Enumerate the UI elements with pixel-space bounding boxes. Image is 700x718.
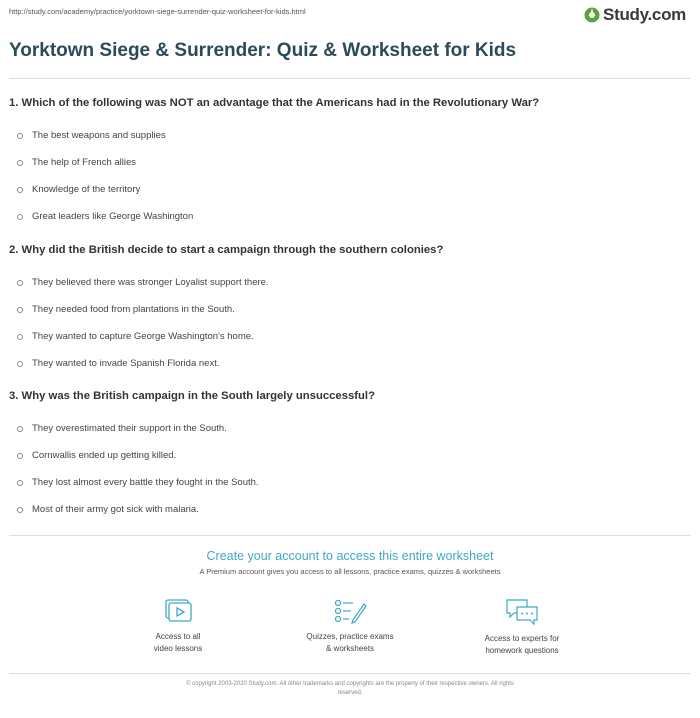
answer-option[interactable] [17, 442, 691, 469]
checklist-icon [333, 598, 367, 624]
radio-icon[interactable] [17, 307, 23, 313]
feature-video-lessons [123, 598, 233, 657]
study-logo[interactable] [584, 5, 686, 25]
radio-icon[interactable] [17, 214, 23, 220]
radio-icon[interactable] [17, 507, 23, 513]
answer-option[interactable] [17, 296, 691, 323]
question-2 [9, 244, 691, 377]
option-label: They needed food from plantations in the South. [32, 304, 235, 315]
answer-option[interactable] [17, 122, 691, 149]
page-title: Yorktown Siege & Surrender: Quiz & Worksheet for Kids [9, 40, 517, 61]
option-label: They believed there was stronger Loyalist support there. [32, 277, 269, 288]
feature-line: & worksheets [325, 644, 375, 653]
question-text: 3. Why was the British campaign in the South largely unsuccessful? [9, 390, 375, 402]
answer-option[interactable] [17, 203, 691, 230]
option-label: Most of their army got sick with malaria. [32, 504, 199, 515]
answer-option[interactable] [17, 149, 691, 176]
answer-option[interactable] [17, 323, 691, 350]
radio-icon[interactable] [17, 361, 23, 367]
answer-option[interactable] [17, 496, 691, 523]
radio-icon[interactable] [17, 187, 23, 193]
question-text: 2. Why did the British decide to start a campaign through the southern colonies? [9, 244, 444, 256]
footer-divider [9, 673, 691, 674]
option-label: They overestimated their support in the South. [32, 423, 227, 434]
feature-line: video lessons [153, 644, 203, 653]
option-label: They wanted to invade Spanish Florida next. [32, 358, 220, 369]
radio-icon[interactable] [17, 133, 23, 139]
radio-icon[interactable] [17, 453, 23, 459]
feature-quizzes [295, 598, 405, 657]
option-label: Knowledge of the territory [32, 184, 141, 195]
title-divider [9, 78, 691, 79]
cta-subtitle: A Premium account gives you access to all lessons, practice exams, quizzes & worksheets [199, 567, 501, 576]
chat-icon [505, 598, 539, 626]
feature-list [0, 598, 700, 657]
answer-option[interactable] [17, 469, 691, 496]
radio-icon[interactable] [17, 334, 23, 340]
feature-line: homework questions [485, 646, 559, 655]
feature-line: Quizzes, practice exams [306, 632, 394, 641]
footer-copyright: © copyright 2003-2020 Study.com. All other trademarks and copyrights are the property of their respective owners. All rights [186, 681, 514, 687]
radio-icon[interactable] [17, 426, 23, 432]
footer-copyright-cont: reserved. [337, 690, 363, 696]
option-label: They lost almost every battle they fought in the South. [32, 477, 259, 488]
option-label: Great leaders like George Washington [32, 211, 194, 222]
question-1 [9, 97, 691, 230]
radio-icon[interactable] [17, 280, 23, 286]
answer-option[interactable] [17, 269, 691, 296]
feature-line: Access to all [155, 632, 201, 641]
page-url: http://study.com/academy/practice/yorktown-siege-surrender-quiz-worksheet-for-kids.html [9, 7, 306, 16]
feature-experts [467, 598, 577, 657]
question-3 [9, 390, 691, 523]
video-icon [163, 598, 193, 624]
option-label: The best weapons and supplies [32, 130, 166, 141]
signup-cta [0, 549, 700, 576]
radio-icon[interactable] [17, 480, 23, 486]
footer [0, 680, 700, 698]
option-label: Cornwallis ended up getting killed. [32, 450, 177, 461]
option-label: They wanted to capture George Washington's home. [32, 331, 254, 342]
feature-line: Access to experts for [484, 634, 560, 643]
content-divider [9, 535, 691, 536]
radio-icon[interactable] [17, 160, 23, 166]
cta-title-link[interactable]: Create your account to access this entire worksheet [206, 549, 494, 563]
logo-text: Study.com [603, 5, 686, 24]
study-logo-icon [584, 7, 600, 23]
answer-option[interactable] [17, 350, 691, 377]
answer-option[interactable] [17, 415, 691, 442]
answer-option[interactable] [17, 176, 691, 203]
question-text: 1. Which of the following was NOT an advantage that the Americans had in the Revolutionary War? [9, 97, 540, 109]
option-label: The help of French allies [32, 157, 137, 168]
